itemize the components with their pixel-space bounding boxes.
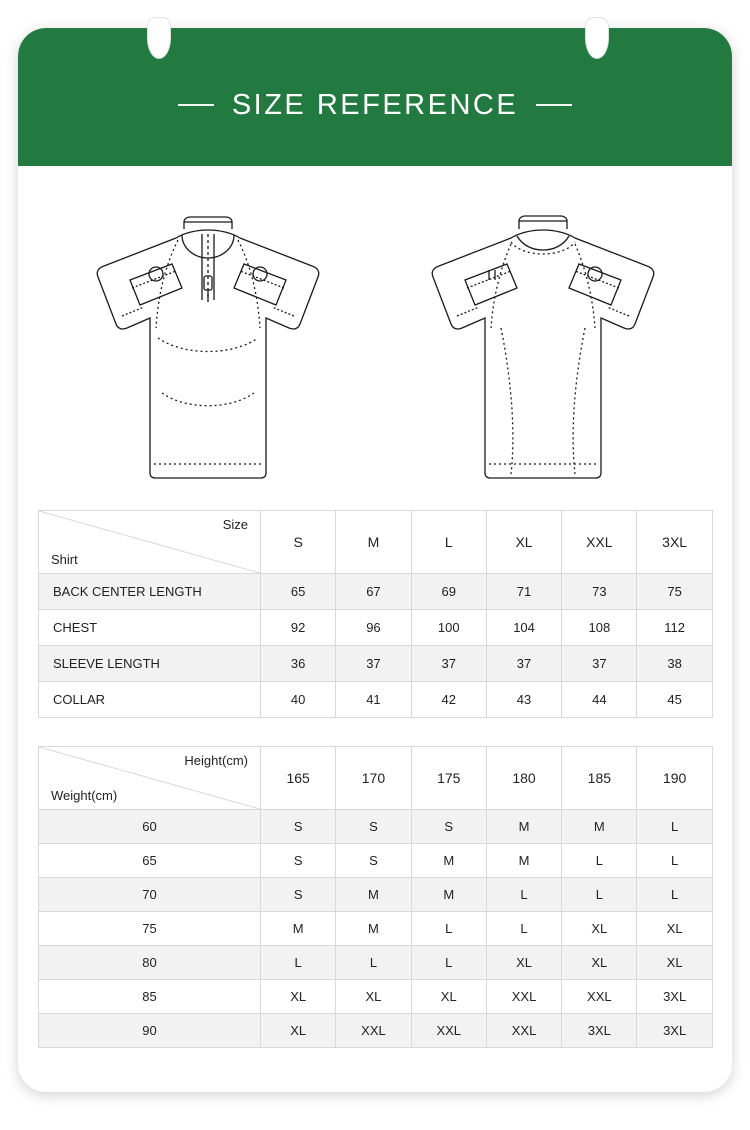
cell: 42	[411, 682, 486, 718]
cell: S	[336, 810, 411, 844]
cell: S	[261, 810, 336, 844]
height-column-header: 180	[486, 747, 561, 810]
cell: S	[261, 878, 336, 912]
shirt-back-icon	[393, 188, 693, 488]
header-rule-right-icon	[536, 104, 572, 106]
garment-measurements-table	[38, 510, 713, 718]
cell: 96	[336, 610, 411, 646]
cell: 37	[411, 646, 486, 682]
row-label: 90	[39, 1014, 261, 1048]
table-row	[39, 1014, 713, 1048]
cell: M	[261, 912, 336, 946]
cell: S	[411, 810, 486, 844]
cell: M	[336, 878, 411, 912]
cell: XL	[411, 980, 486, 1014]
table-spacer	[38, 718, 712, 746]
cell: M	[562, 810, 637, 844]
cell: XL	[637, 912, 712, 946]
cell: L	[486, 912, 561, 946]
cell: 73	[562, 574, 637, 610]
size-chart-card	[18, 28, 732, 1092]
cell: 112	[637, 610, 712, 646]
row-label: 60	[39, 810, 261, 844]
size-column-header: S	[261, 511, 336, 574]
cell: 45	[637, 682, 712, 718]
cell: 71	[486, 574, 561, 610]
table-row	[39, 810, 713, 844]
cell: L	[637, 844, 712, 878]
cell: XXL	[336, 1014, 411, 1048]
cell: L	[411, 912, 486, 946]
size-column-header: XL	[486, 511, 561, 574]
cell: 104	[486, 610, 561, 646]
cell: 40	[261, 682, 336, 718]
row-label: SLEEVE LENGTH	[39, 646, 261, 682]
cell: XL	[637, 946, 712, 980]
cell: 44	[562, 682, 637, 718]
table-row	[39, 980, 713, 1014]
cell: 69	[411, 574, 486, 610]
table-row	[39, 878, 713, 912]
size-column-header: 3XL	[637, 511, 712, 574]
header-banner	[18, 28, 732, 166]
cell: XL	[562, 912, 637, 946]
cell: 100	[411, 610, 486, 646]
size-column-header: L	[411, 511, 486, 574]
page-title: SIZE REFERENCE	[231, 88, 519, 121]
size-table-corner-cell	[39, 511, 261, 574]
hanger-hook-left-icon	[148, 18, 170, 58]
corner-label-height: Height(cm)	[184, 753, 248, 768]
cell: XXL	[411, 1014, 486, 1048]
table-header-row	[39, 747, 713, 810]
hanger-hook-right-icon	[586, 18, 608, 58]
height-weight-fit-table	[38, 746, 713, 1048]
cell: S	[336, 844, 411, 878]
table-row	[39, 574, 713, 610]
cell: L	[562, 878, 637, 912]
table-row	[39, 682, 713, 718]
table-row	[39, 946, 713, 980]
cell: XL	[336, 980, 411, 1014]
cell: L	[637, 878, 712, 912]
row-label: 65	[39, 844, 261, 878]
cell: M	[411, 878, 486, 912]
fit-table-corner-cell	[39, 747, 261, 810]
cell: 75	[637, 574, 712, 610]
cell: XXL	[486, 980, 561, 1014]
cell: 65	[261, 574, 336, 610]
cell: 37	[486, 646, 561, 682]
row-label: CHEST	[39, 610, 261, 646]
cell: L	[486, 878, 561, 912]
cell: L	[336, 946, 411, 980]
cell: S	[261, 844, 336, 878]
height-column-header: 185	[562, 747, 637, 810]
height-column-header: 190	[637, 747, 712, 810]
cell: XL	[562, 946, 637, 980]
cell: M	[336, 912, 411, 946]
cell: M	[411, 844, 486, 878]
cell: 36	[261, 646, 336, 682]
cell: XL	[261, 1014, 336, 1048]
cell: L	[411, 946, 486, 980]
tables-container	[38, 510, 712, 1048]
cell: 37	[336, 646, 411, 682]
row-label: 80	[39, 946, 261, 980]
row-label: 85	[39, 980, 261, 1014]
cell: XXL	[486, 1014, 561, 1048]
cell: XL	[486, 946, 561, 980]
cell: 92	[261, 610, 336, 646]
cell: 3XL	[637, 1014, 712, 1048]
cell: 3XL	[562, 1014, 637, 1048]
cell: 67	[336, 574, 411, 610]
table-header-row	[39, 511, 713, 574]
size-column-header: M	[336, 511, 411, 574]
cell: M	[486, 844, 561, 878]
cell: XL	[261, 980, 336, 1014]
cell: 37	[562, 646, 637, 682]
table-row	[39, 912, 713, 946]
row-label: 75	[39, 912, 261, 946]
height-column-header: 165	[261, 747, 336, 810]
cell: XXL	[562, 980, 637, 1014]
cell: L	[562, 844, 637, 878]
cell: 108	[562, 610, 637, 646]
corner-label-shirt: Shirt	[51, 552, 78, 567]
row-label: 70	[39, 878, 261, 912]
shirt-front-icon	[58, 188, 358, 488]
row-label: COLLAR	[39, 682, 261, 718]
header-rule-left-icon	[178, 104, 214, 106]
cell: M	[486, 810, 561, 844]
corner-label-weight: Weight(cm)	[51, 788, 118, 803]
row-label: BACK CENTER LENGTH	[39, 574, 261, 610]
shirt-illustrations	[18, 188, 732, 508]
cell: 38	[637, 646, 712, 682]
cell: 43	[486, 682, 561, 718]
height-column-header: 175	[411, 747, 486, 810]
table-row	[39, 844, 713, 878]
height-column-header: 170	[336, 747, 411, 810]
table-row	[39, 646, 713, 682]
cell: 3XL	[637, 980, 712, 1014]
size-column-header: XXL	[562, 511, 637, 574]
cell: L	[637, 810, 712, 844]
cell: 41	[336, 682, 411, 718]
table-row	[39, 610, 713, 646]
corner-label-size: Size	[222, 517, 248, 532]
cell: L	[261, 946, 336, 980]
